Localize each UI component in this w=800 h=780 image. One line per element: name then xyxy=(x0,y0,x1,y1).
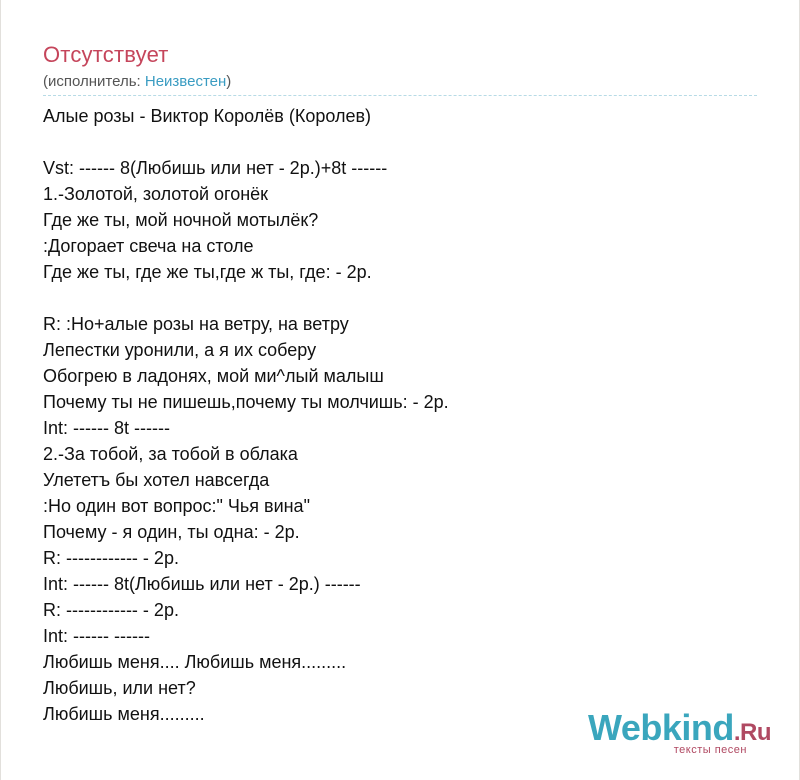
lyric-line: Любишь меня......... xyxy=(43,704,205,724)
lyric-line: :Догорает свеча на столе xyxy=(43,236,254,256)
site-logo[interactable] xyxy=(571,708,771,758)
lyric-line: :Но один вот вопрос:" Чья вина" xyxy=(43,496,310,516)
lyrics-body xyxy=(43,103,763,727)
lyric-line: R: ------------ - 2р. xyxy=(43,548,179,568)
lyric-line: Любишь меня.... Любишь меня......... xyxy=(43,652,347,672)
lyric-line xyxy=(43,129,763,155)
lyric-line: Int: ------ 8t ------ xyxy=(43,418,170,438)
lyric-line: Обогрею в ладонях, мой ми^лый малыш xyxy=(43,366,384,386)
logo-tld: .Ru xyxy=(733,719,771,746)
lyric-line: Int: ------ 8t(Любишь или нет - 2р.) ------ xyxy=(43,574,361,594)
song-title: Отсутствует xyxy=(43,42,169,67)
lyric-line: R: ------------ - 2р. xyxy=(43,600,179,620)
lyric-line: Где же ты, где же ты,где ж ты, где: - 2р. xyxy=(43,262,372,282)
artist-link[interactable]: Неизвестен xyxy=(144,73,227,90)
lyric-line: R: :Но+алые розы на ветру, на ветру xyxy=(43,314,349,334)
lyric-line: 2.-За тобой, за тобой в облака xyxy=(43,444,298,464)
lyric-line: Алые розы - Виктор Королёв (Королев) xyxy=(43,106,372,126)
logo-main-text: Webkind xyxy=(587,707,734,748)
lyric-line: Лепестки уронили, а я их соберу xyxy=(43,340,317,360)
lyric-line xyxy=(43,285,763,311)
lyric-line: Любишь, или нет? xyxy=(43,678,196,698)
lyric-line: Vst: ------ 8(Любишь или нет - 2р.)+8t ------ xyxy=(43,158,388,178)
logo-tagline: тексты песен xyxy=(673,744,747,756)
lyric-line: Улететъ бы хотел навсегда xyxy=(43,470,270,490)
lyric-line: Int: ------ ------ xyxy=(43,626,150,646)
artist-suffix: ) xyxy=(226,73,232,90)
artist-line xyxy=(43,73,231,90)
lyric-line: Почему - я один, ты одна: - 2р. xyxy=(43,522,300,542)
artist-prefix: (исполнитель: xyxy=(43,73,145,90)
header-divider xyxy=(43,95,757,96)
lyric-line: Где же ты, мой ночной мотылёк? xyxy=(43,210,319,230)
lyric-line: 1.-Золотой, золотой огонёк xyxy=(43,184,269,204)
lyric-line: Почему ты не пишешь,почему ты молчишь: - 2р. xyxy=(43,392,449,412)
